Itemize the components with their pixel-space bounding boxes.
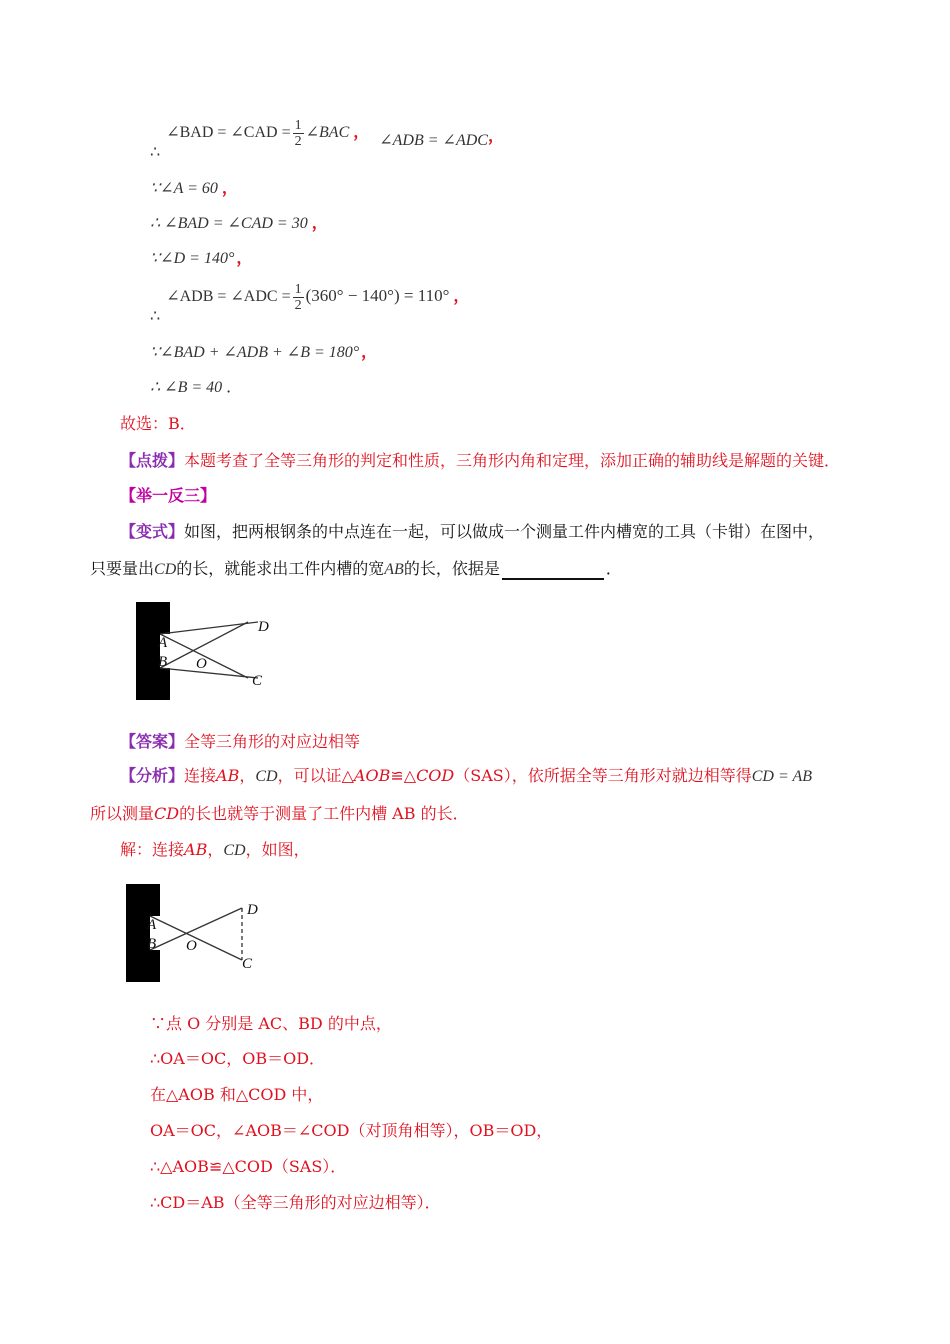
therefore-symbol: ∴	[150, 144, 161, 162]
choice-line: 故选：B．	[120, 414, 196, 433]
step-1: ∴∠BAD = ∠CAD = $\frac{1}{2}$ ∠BAC ， ∠ADB = ∠ADC，	[150, 118, 504, 162]
label-c: C	[242, 956, 253, 972]
step-1-eq-right: ∠BAC	[305, 124, 350, 142]
step-6: ∵∠BAD + ∠ADB + ∠B = 180° ，	[150, 344, 378, 361]
label-b: B	[158, 654, 168, 670]
steel-bar-bd	[160, 668, 258, 678]
step-7: ∴ ∠B = 40 ．	[150, 379, 243, 396]
step-4: ∵∠D = 140° ，	[150, 250, 253, 267]
proof-line-3: 在△AOB 和△COD 中，	[150, 1085, 324, 1104]
step-5: ∴∠ADB = ∠ADC = $\frac{1}{2}$ (360° − 140°) = 110° ，	[150, 282, 470, 326]
caliper-figure-1	[130, 600, 280, 705]
step-2: ∵∠A = 60 ，	[150, 180, 238, 197]
bianshi-line-2: 只要量出CD的长，就能求出工件内槽的宽AB的长，依据是 ．	[90, 559, 622, 578]
label-a: A	[158, 635, 168, 651]
fraction-half: $\frac{1}{2}$	[294, 118, 302, 149]
step-1-eq-left: ∠BAD = ∠CAD =	[166, 124, 291, 142]
label-d: D	[247, 902, 258, 918]
label-c: C	[252, 673, 263, 689]
label-a: A	[147, 917, 157, 933]
label-b: B	[147, 936, 157, 952]
proof-line-6: ∴CD＝AB（全等三角形的对应边相等）．	[150, 1193, 441, 1212]
answer-blank	[502, 562, 604, 580]
label-o: O	[196, 656, 207, 672]
step-1-eq2: ∠ADB = ∠ADC	[379, 132, 488, 150]
fraction-half: $\frac{1}{2}$	[294, 282, 302, 313]
solution-line: 解：连接AB，CD，如图，	[120, 840, 310, 859]
proof-line-1: ∵点 O 分别是 AC、BD 的中点，	[150, 1014, 392, 1033]
dianbo-line: 【点拨】本题考查了全等三角形的判定和性质，三角形内角和定理，添加正确的辅助线是解题的关键．	[120, 451, 841, 470]
analysis-line-2: 所以测量CD的长也就等于测量了工件内槽 AB 的长．	[90, 804, 469, 823]
caliper-figure-2	[120, 882, 270, 987]
analysis-line-1: 【分析】连接AB，CD，可以证△AOB≌△COD（SAS），依所据全等三角形对就边相等得CD = AB	[120, 766, 813, 785]
proof-line-5: ∴△AOB≌△COD（SAS）．	[150, 1157, 347, 1176]
label-d: D	[258, 619, 269, 635]
workpiece-slot	[136, 602, 170, 700]
step-3: ∴ ∠BAD = ∠CAD = 30 ，	[150, 215, 328, 232]
juyi-heading: 【举一反三】	[120, 486, 217, 505]
proof-line-2: ∴OA＝OC，OB＝OD．	[150, 1049, 326, 1068]
proof-line-4: OA＝OC，∠AOB＝∠COD（对顶角相等），OB＝OD，	[150, 1121, 553, 1140]
label-o: O	[186, 938, 197, 954]
workpiece-slot	[126, 884, 160, 982]
bianshi-line-1: 【变式】如图，把两根钢条的中点连在一起，可以做成一个测量工件内槽宽的工具（卡钳）在图中，	[120, 522, 825, 541]
answer-line: 【答案】全等三角形的对应边相等	[120, 732, 361, 751]
